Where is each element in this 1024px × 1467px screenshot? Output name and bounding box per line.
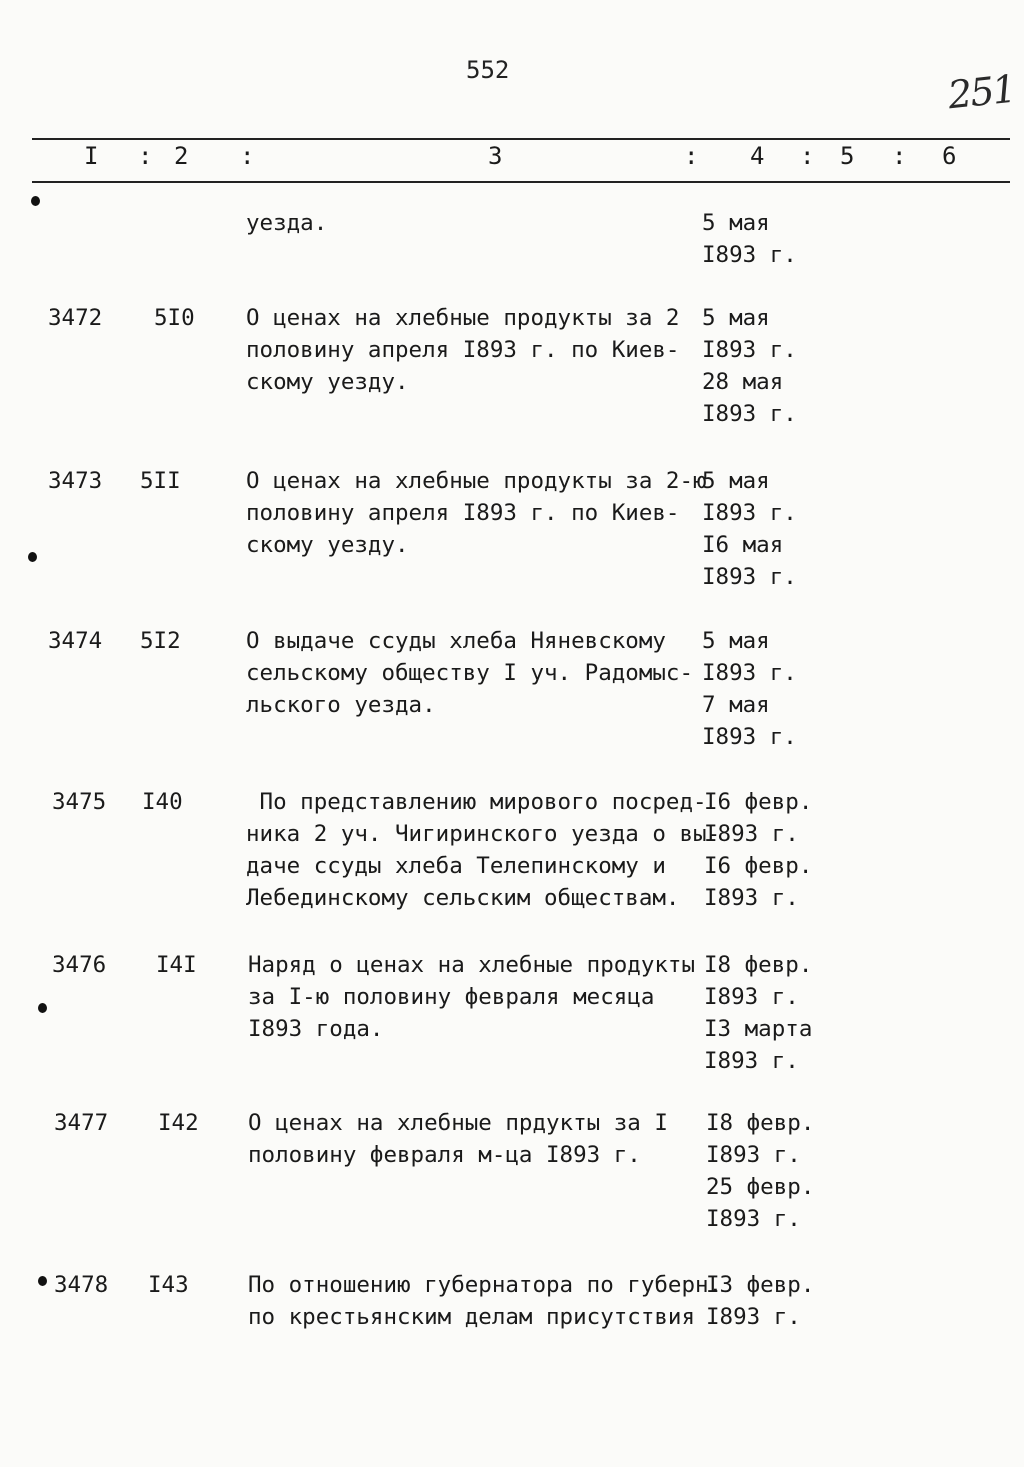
date-line: I893 г.: [706, 1206, 801, 1232]
page-number: 552: [466, 56, 510, 84]
entry-title: [246, 465, 707, 561]
date-line: 28 мая: [702, 369, 784, 395]
binder-hole-mark: [38, 1003, 47, 1013]
date-line: I893 г.: [702, 401, 797, 427]
entry-code: 5II: [140, 468, 181, 494]
date-line: I3 марта: [704, 1016, 813, 1042]
title-line: Лебединскому сельским обществам.: [246, 885, 680, 911]
title-line: О ценах на хлебные продукты за 2-ю: [246, 468, 707, 494]
date-line: I8 февр.: [704, 952, 813, 978]
title-line: по крестьянским делам присутствия: [248, 1304, 696, 1330]
entry-code: I4I: [156, 952, 197, 978]
entry-title: [246, 786, 721, 914]
entry-dates: [704, 786, 824, 914]
entry-number: 3478: [54, 1272, 109, 1298]
entry-code: I42: [158, 1110, 199, 1136]
entry-dates: [702, 465, 822, 593]
entry-dates: [706, 1269, 826, 1333]
title-line: О выдаче ссуды хлеба Няневскому: [246, 628, 666, 654]
title-line: I893 года.: [248, 1016, 384, 1042]
column-header-3: 3: [488, 142, 503, 170]
date-line: I893 г.: [704, 984, 799, 1010]
date-line: I893 г.: [702, 242, 797, 268]
entry-dates: [706, 1107, 826, 1235]
entry-title: [248, 1269, 723, 1333]
date-line: I893 г.: [702, 337, 797, 363]
entry-code: I40: [142, 789, 183, 815]
date-line: I893 г.: [702, 500, 797, 526]
title-line: даче ссуды хлеба Телепинскому и: [246, 853, 666, 879]
title-line: половину апреля I893 г. по Киев-: [246, 500, 680, 526]
title-line: скому уезду.: [246, 369, 409, 395]
date-line: 25 февр.: [706, 1174, 815, 1200]
date-line: I6 мая: [702, 532, 784, 558]
column-separator: :: [138, 142, 153, 170]
title-line: половину февраля м-ца I893 г.: [248, 1142, 641, 1168]
entry-number: 3472: [48, 305, 103, 331]
entry-number: 3476: [52, 952, 107, 978]
column-header-5: 5: [840, 142, 855, 170]
archive-stamp-number: 251: [945, 66, 1017, 118]
entry-code: 5I0: [154, 305, 195, 331]
title-line: сельскому обществу I уч. Радомыс-: [246, 660, 694, 686]
column-header-6: 6: [942, 142, 957, 170]
date-line: 5 мая: [702, 305, 770, 331]
date-line: 7 мая: [702, 692, 770, 718]
entry-code: I43: [148, 1272, 189, 1298]
date-line: I3 февр.: [706, 1272, 815, 1298]
entry-number: 3477: [54, 1110, 109, 1136]
column-header-1: I: [84, 142, 99, 170]
column-separator: :: [892, 142, 907, 170]
date-line: I6 февр.: [704, 789, 813, 815]
date-line: I893 г.: [702, 564, 797, 590]
entry-dates: [702, 625, 822, 753]
date-line: I893 г.: [702, 660, 797, 686]
entry-number: 3473: [48, 468, 103, 494]
entry-title: [246, 302, 696, 398]
date-line: I6 февр.: [704, 853, 813, 879]
column-header-4: 4: [750, 142, 765, 170]
column-separator: :: [684, 142, 699, 170]
binder-hole-mark: [38, 1276, 47, 1286]
title-line: скому уезду.: [246, 532, 409, 558]
column-separator: :: [800, 142, 815, 170]
entry-number: 3474: [48, 628, 103, 654]
date-line: I893 г.: [702, 724, 797, 750]
binder-hole-mark: [31, 196, 40, 206]
title-line: половину апреля I893 г. по Киев-: [246, 337, 680, 363]
title-line: за I-ю половину февраля месяца: [248, 984, 655, 1010]
entry-number: 3475: [52, 789, 107, 815]
title-line: По представлению мирового посред-: [246, 789, 707, 815]
entry-dates: [702, 207, 822, 271]
entry-dates: [704, 949, 824, 1077]
column-separator: :: [240, 142, 255, 170]
title-line: ника 2 уч. Чигиринского уезда о вы-: [246, 821, 721, 847]
date-line: 5 мая: [702, 468, 770, 494]
entry-dates: [702, 302, 822, 430]
date-line: 5 мая: [702, 628, 770, 654]
title-line: По отношению губернатора по губерн.: [248, 1272, 723, 1298]
column-header-2: 2: [174, 142, 189, 170]
title-line: Наряд о ценах на хлебные продукты: [248, 952, 696, 978]
entry-title: [246, 625, 696, 721]
entry-title: [246, 207, 696, 239]
date-line: I893 г.: [704, 885, 799, 911]
date-line: I893 г.: [704, 1048, 799, 1074]
title-line: О ценах на хлебные продукты за 2: [246, 305, 680, 331]
binder-hole-mark: [28, 552, 37, 562]
entry-title: [248, 1107, 698, 1171]
title-line: льского уезда.: [246, 692, 436, 718]
date-line: I893 г.: [704, 821, 799, 847]
date-line: I8 февр.: [706, 1110, 815, 1136]
entry-title: [248, 949, 698, 1045]
date-line: 5 мая: [702, 210, 770, 236]
title-line: уезда.: [246, 210, 328, 236]
entry-code: 5I2: [140, 628, 181, 654]
date-line: I893 г.: [706, 1142, 801, 1168]
date-line: I893 г.: [706, 1304, 801, 1330]
title-line: О ценах на хлебные прдукты за I: [248, 1110, 668, 1136]
